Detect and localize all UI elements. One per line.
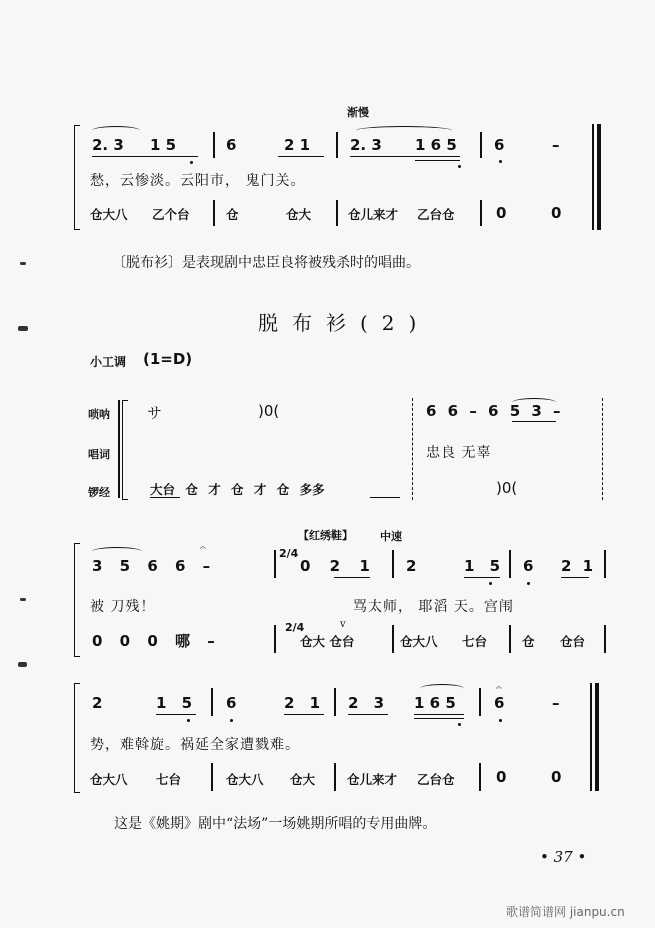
system-brace (74, 683, 80, 793)
intro-lyrics: 忠良 无辜 (426, 445, 492, 461)
perc-6: 乙台仓 (417, 207, 455, 222)
low-dot (187, 719, 190, 722)
explanatory-note-1: 〔脱布衫〕是表现剧中忠臣良将被残杀时的唱曲。 (112, 255, 420, 271)
underline (278, 156, 324, 157)
qupai-label: 【红绣鞋】 (298, 529, 353, 542)
underline (156, 714, 196, 715)
key-signature: (1=D) (143, 350, 193, 368)
underline (150, 497, 180, 498)
notes-s2-bar4b: 2 1 (561, 557, 594, 575)
scan-speck (20, 262, 26, 265)
perc-s3-5: 仓儿来才 (347, 772, 398, 787)
perc-s3-1: 仓大八 (90, 772, 128, 787)
low-dot (458, 165, 461, 168)
underline (414, 714, 464, 715)
lyrics-s2-a: 被 刀残！ (90, 599, 156, 615)
perc-s2-bar4a: 仓 (522, 634, 535, 649)
underline (370, 497, 400, 498)
low-dot (489, 582, 492, 585)
perc-s3-7: 0 (496, 768, 507, 786)
underline (348, 714, 388, 715)
perc-s3-4: 仓大 (290, 772, 316, 787)
notes-s3-bar1a: 2 (92, 694, 103, 712)
final-barline-thick (597, 124, 601, 230)
notes-s3-bar4a: 6 (494, 694, 505, 712)
notes-bar3b: 1 6 5 (415, 136, 457, 154)
barline (213, 132, 215, 158)
perc-7: 0 (496, 204, 507, 222)
underline (284, 714, 324, 715)
low-dot (499, 719, 502, 722)
notes-s3-bar3b: 1 6 5 (414, 694, 456, 712)
barline (274, 625, 276, 653)
barline (274, 550, 276, 578)
underline (92, 156, 198, 157)
notes-bar1b: 1 5 (150, 136, 177, 154)
perc-s2-bar3b: 七台 (462, 634, 488, 649)
underline (512, 421, 556, 422)
barline (336, 200, 338, 226)
sanban-mark: サ (147, 404, 163, 422)
barline (392, 550, 394, 578)
explanatory-note-2: 这是《姚期》剧中“法场”一场姚期所唱的专用曲牌。 (114, 816, 437, 832)
accent-icon: v (340, 619, 346, 630)
notes-bar4a: 6 (494, 136, 505, 154)
intro-rest: )0( (496, 479, 518, 497)
barline (334, 763, 336, 791)
barline (211, 763, 213, 791)
notes-s2-bar2: 0 2 1 (300, 557, 370, 575)
perc-s3-2: 七台 (156, 772, 182, 787)
watermark: 歌谱简谱网 jianpu.cn (506, 905, 625, 919)
barline (213, 200, 215, 226)
notes-s3-bar3a: 2 3 (348, 694, 385, 712)
notes-s3-bar1b: 1 5 (156, 694, 193, 712)
tempo-mark: 渐慢 (347, 106, 369, 119)
piece-title: 脱布衫(2) (258, 311, 431, 335)
lyrics-line1: 愁，云惨淡。云阳市， 鬼门关。 (90, 173, 306, 189)
underline (415, 160, 460, 161)
barline (479, 763, 481, 791)
notes-s2-bar1: 3 5 6 6 – (92, 557, 211, 575)
underline (334, 577, 370, 578)
dashed-barline (412, 398, 413, 500)
slur (420, 684, 464, 693)
label-lyrics: 唱词 (88, 448, 110, 461)
slur (356, 126, 452, 135)
notes-s2-bar4a: 6 (523, 557, 534, 575)
low-dot (190, 161, 193, 164)
dashed-barline (602, 398, 603, 500)
scan-speck (20, 598, 26, 601)
notes-bar1a: 2. 3 (92, 136, 124, 154)
barline (509, 625, 511, 653)
intro-perc: 大台 仓 才 仓 才 仓 多多 (150, 482, 325, 497)
barline (479, 688, 481, 716)
low-dot (458, 723, 461, 726)
final-barline-thick (595, 683, 599, 791)
notes-s3-bar4b: – (552, 694, 560, 712)
barline (211, 688, 213, 716)
intro-brace (122, 400, 128, 500)
underline (561, 577, 589, 578)
notes-bar2b: 2 1 (284, 136, 311, 154)
barline (509, 550, 511, 578)
low-dot (499, 160, 502, 163)
perc-s3-3: 仓大八 (226, 772, 264, 787)
perc-s3-6: 乙台仓 (417, 772, 455, 787)
perc-s2-bar3a: 仓大八 (400, 634, 438, 649)
low-dot (230, 719, 233, 722)
slur (512, 398, 556, 407)
notes-bar2a: 6 (226, 136, 237, 154)
time-signature: 2/4 (279, 547, 299, 560)
perc-s2-bar4b: 仓台 (560, 634, 586, 649)
perc-5: 仓儿来才 (348, 207, 399, 222)
notes-s2-bar3b: 1 5 (464, 557, 501, 575)
barline (336, 132, 338, 158)
lyrics-line3: 势，难斡旋。祸延全家遭戮难。 (90, 737, 300, 753)
barline (334, 688, 336, 716)
barline (480, 132, 482, 158)
key-mode: 小工调 (90, 355, 127, 369)
label-suona: 唢呐 (88, 408, 110, 421)
slur (92, 547, 142, 556)
notes-bar4b: – (552, 136, 560, 154)
perc-s3-8: 0 (551, 768, 562, 786)
notes-bar3a: 2. 3 (350, 136, 382, 154)
label-gongs: 锣经 (88, 486, 110, 499)
tempo-mark-2: 中速 (380, 530, 402, 543)
perc-s2-bar1: 0 0 0 哪 – (92, 632, 215, 650)
system-brace (74, 125, 80, 230)
time-signature-perc: 2/4 (285, 621, 305, 634)
barline (480, 200, 482, 226)
final-barline (590, 683, 592, 791)
notes-s3-bar2b: 2 1 (284, 694, 321, 712)
system-brace (74, 543, 80, 657)
perc-8: 0 (551, 204, 562, 222)
slur (92, 126, 140, 135)
perc-3: 仓 (226, 207, 239, 222)
low-dot (527, 582, 530, 585)
scan-speck (18, 326, 28, 331)
underline (350, 156, 460, 157)
notes-s2-bar3a: 2 (406, 557, 417, 575)
notes-s3-bar2a: 6 (226, 694, 237, 712)
barline (604, 550, 606, 578)
barline (392, 625, 394, 653)
scan-speck (18, 662, 27, 667)
perc-2: 乙个台 (152, 207, 190, 222)
fermata-icon: 𝄐 (496, 683, 502, 694)
underline (464, 577, 500, 578)
fermata-icon: 𝄐 (200, 543, 206, 554)
final-barline (592, 124, 594, 230)
page-number: • 37 • (540, 848, 587, 866)
lyrics-s2-b: 骂太师， 耶滔 天。宫闱 (353, 599, 514, 615)
intro-left-barline (118, 400, 120, 498)
perc-4: 仓大 (286, 207, 312, 222)
barline (604, 625, 606, 653)
perc-1: 仓大八 (90, 207, 128, 222)
suona-notes: 6 6 – 6 5 3 – (426, 402, 561, 420)
underline (414, 718, 464, 719)
rest-mark: )0( (258, 402, 280, 420)
perc-s2-bar2: 仓大 仓台 (300, 634, 355, 649)
